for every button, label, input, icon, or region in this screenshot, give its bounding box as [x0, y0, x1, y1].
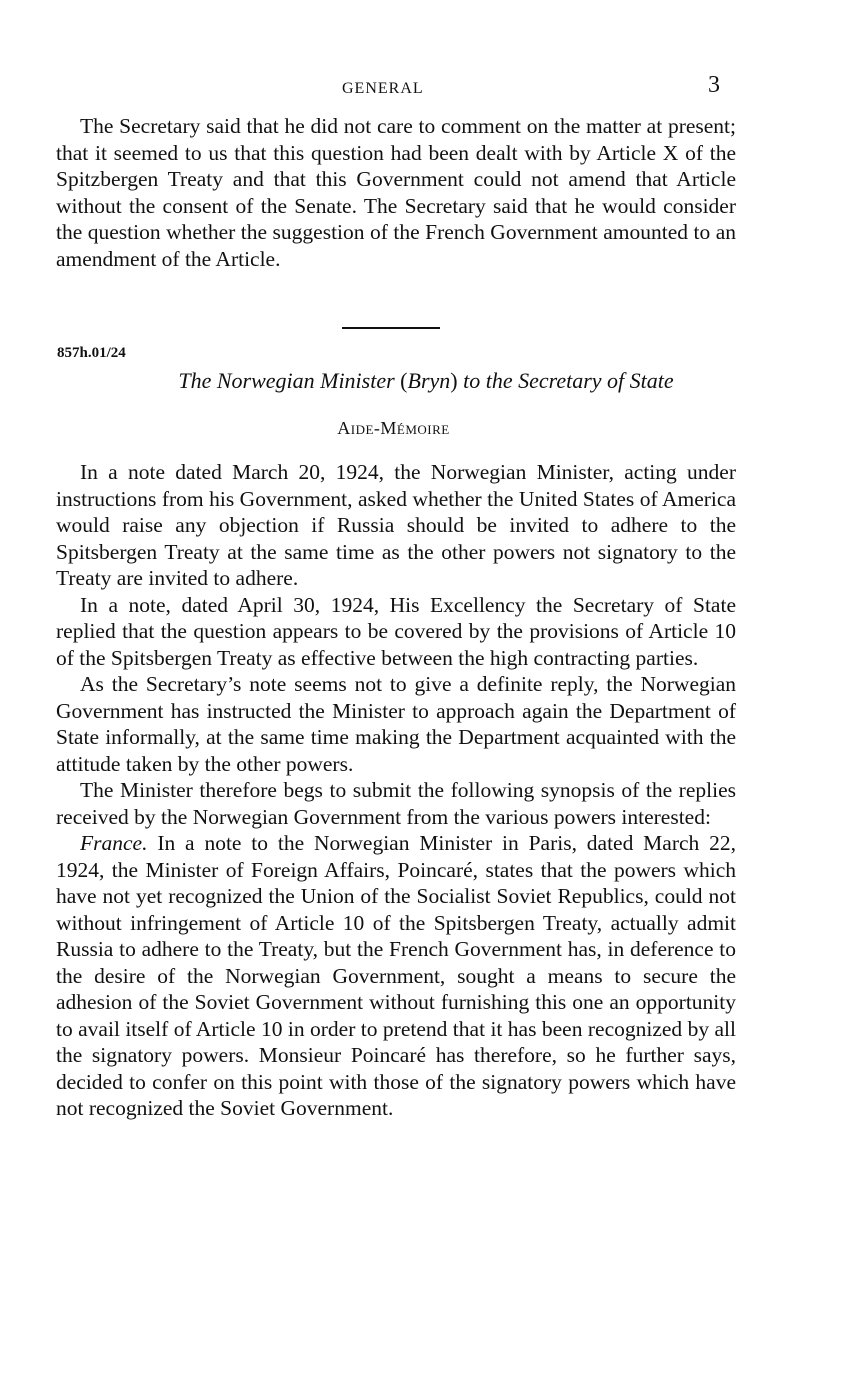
- section-divider: [342, 327, 440, 329]
- intro-paragraph: The Secretary said that he did not care to comment on the matter at present; that it seemed to us that this question had been dealt with by Article X of the Spitzbergen Treaty and that this Government could not amend that Article without the consent of the Senate. The Secretary said that he would consider the question whether the suggestion of the French Government amounted to an amendment of the Article.: [56, 114, 736, 271]
- body-paragraph: As the Secretary’s note seems not to give a definite reply, the Norwegian Government has instructed the Minister to approach again the Department of State informally, at the same time making the Department acquainted with the attitude taken by the other powers.: [56, 672, 736, 776]
- title-name: Bryn: [407, 368, 451, 393]
- title-paren-close: ): [450, 368, 458, 393]
- file-number: 857h.01/24: [57, 345, 126, 361]
- france-text: In a note to the Norwegian Minister in Paris, dated March 22, 1924, the Minister of Foreign Affairs, Poincaré, states that the powers which have not yet recognized the Union of the Socialist Soviet Republics, could not without infringement of Article 10 of the Spitsbergen Treaty, actually admit Russia to adhere to the Treaty, but the French Government has, in deference to the desire of the Norwegian Government, sought a means to secure the adhesion of the Soviet Government without furnishing this one an opportunity to avail itself of Article 10 in order to pretend that it has been recognized by all the signatory powers. Monsieur Poincaré has therefore, so he further says, decided to confer on this point with those of the signatory powers which have not recognized the Soviet Government.: [56, 831, 737, 1120]
- france-label: France.: [80, 831, 148, 855]
- title-part-1: The Norwegian Minister: [178, 368, 395, 393]
- title-paren-open: (: [400, 368, 408, 393]
- memo-body: [56, 459, 736, 1122]
- body-paragraph: In a note dated March 20, 1924, the Norwegian Minister, acting under instructions from his Government, asked whether the United States of America would raise any objection if Russia should be invited to adhere to the Spitsbergen Treaty at the same time as the other powers not signatory to the Treaty are invited to adhere.: [56, 460, 736, 590]
- intro-section: [56, 113, 736, 272]
- title-part-2: to the Secretary of State: [463, 368, 674, 393]
- body-paragraph: In a note, dated April 30, 1924, His Excellency the Secretary of State replied that the question appears to be covered by the provisions of Article 10 of the Spitsbergen Treaty as effective between the high contracting parties.: [56, 592, 736, 670]
- france-paragraph: [56, 830, 736, 1122]
- body-paragraph: The Minister therefore begs to submit the following synopsis of the replies received by the Norwegian Government from the various powers interested:: [56, 778, 736, 829]
- page-number: 3: [708, 72, 720, 98]
- running-head: GENERAL: [342, 80, 424, 97]
- document-title: [0, 368, 852, 394]
- document-type: Aide-Mémoire: [337, 418, 450, 438]
